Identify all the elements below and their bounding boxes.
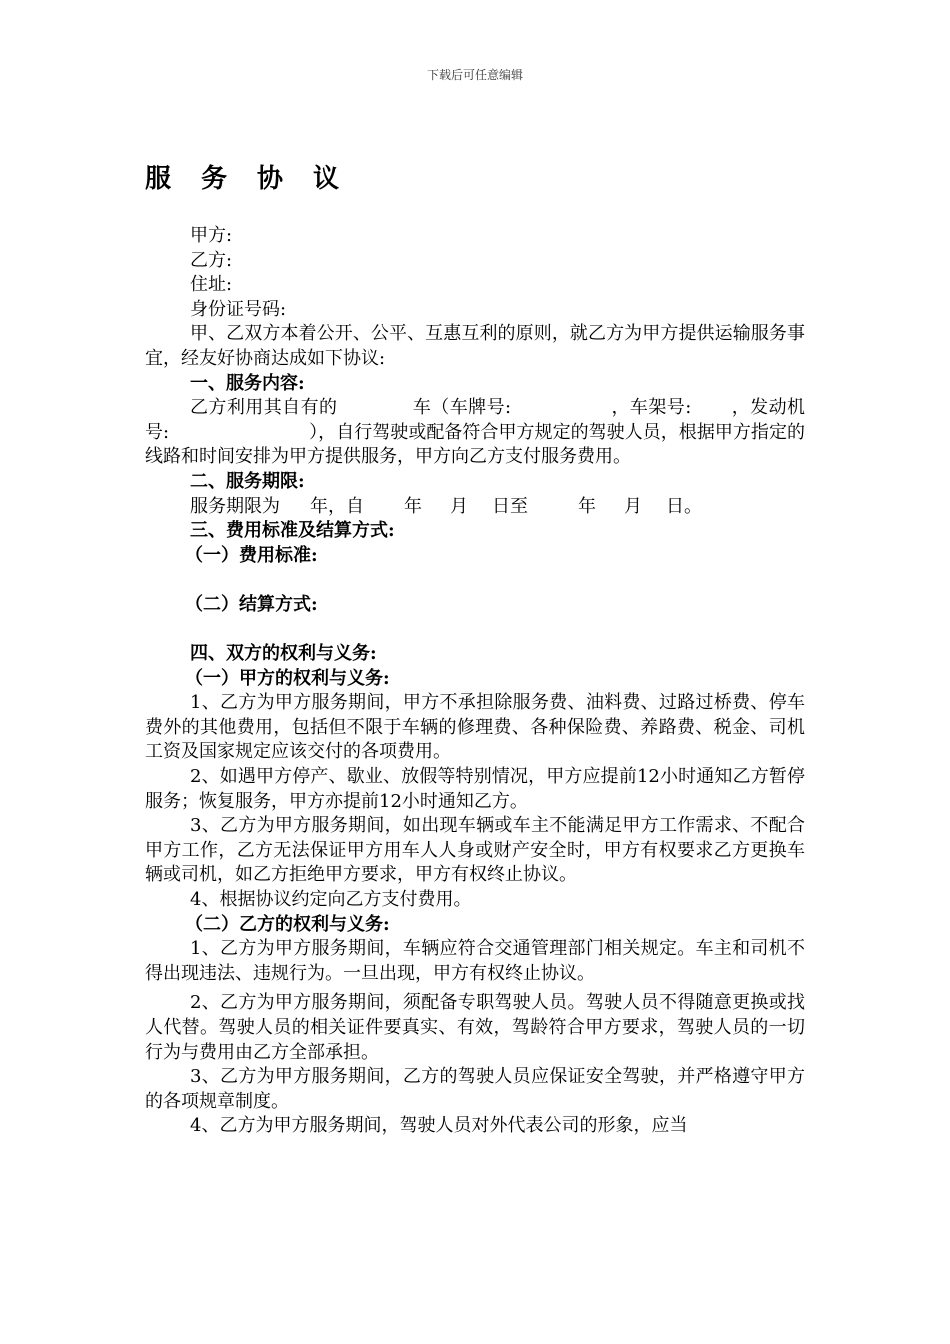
- party-a-clause-1: 1、乙方为甲方服务期间，甲方不承担除服务费、油料费、过路过桥费、停车费外的其他费用，包括但不限于车辆的修理费、各种保险费、养路费、税金、司机工资及国家规定应该交付的各项费用。: [145, 692, 805, 763]
- section-3-heading: 三、费用标准及结算方式:: [190, 520, 395, 542]
- blank-line: [145, 568, 805, 593]
- section-1-paragraph: [145, 396, 805, 470]
- service-text-3: ，车架号:: [611, 397, 692, 419]
- intro-paragraph: 甲、乙双方本着公开、公平、互惠互利的原则，就乙方为甲方提供运输服务事宜，经友好协商达成如下协议:: [145, 323, 805, 369]
- section-4-heading: 四、双方的权利与义务:: [190, 643, 377, 665]
- term-text-2: 年，自: [310, 495, 364, 517]
- party-b-clause-2: 2、乙方为甲方服务期间，须配备专职驾驶人员。驾驶人员不得随意更换或找人代替。驾驶人员的相关证件要真实、有效，驾龄符合甲方要求，驾驶人员的一切行为与费用由乙方全部承担。: [145, 992, 805, 1063]
- service-text-1: 乙方利用其自有的: [190, 397, 338, 419]
- party-a-rights-heading: （一）甲方的权利与义务:: [185, 667, 390, 689]
- service-text-2: 车（车牌号:: [412, 397, 512, 419]
- document-body: [145, 224, 805, 1139]
- party-b-clause-3: 3、乙方为甲方服务期间，乙方的驾驶人员应保证安全驾驶，并严格遵守甲方的各项规章制度。: [145, 1066, 805, 1112]
- term-text-6: 年: [578, 495, 596, 517]
- blank-line: [145, 618, 805, 643]
- term-text-3: 年: [404, 495, 422, 517]
- party-a-clause-2: 2、如遇甲方停产、歇业、放假等特别情况，甲方应提前12小时通知乙方暂停服务；恢复服务，甲方亦提前12小时通知乙方。: [145, 766, 805, 812]
- term-text-4: 月: [450, 495, 468, 517]
- section-1-heading: 一、服务内容:: [190, 372, 305, 394]
- party-b-clause-4: 4、乙方为甲方服务期间，驾驶人员对外代表公司的形象，应当: [190, 1115, 688, 1137]
- header-note: 下载后可任意编辑: [426, 68, 523, 82]
- service-text-5: ），自行驾驶或配备符合甲方规定的驾驶人员，根据甲方指定的线路和时间安排为甲方提供服务，甲方向乙方支付服务费用。: [145, 421, 805, 468]
- party-a-clause-3: 3、乙方为甲方服务期间，如出现车辆或车主不能满足甲方工作需求、不配合甲方工作，乙方无法保证甲方用车人人身或财产安全时，甲方有权要求乙方更换车辆或司机，如乙方拒绝甲方要求，甲方有权终止协议。: [145, 815, 805, 886]
- term-text-1: 服务期限为: [190, 495, 280, 517]
- service-text-4: ，发动机号:: [145, 397, 806, 443]
- term-text-5: 日至: [492, 495, 528, 517]
- section-2-heading: 二、服务期限:: [190, 470, 305, 492]
- document-title: 服务协议: [145, 164, 370, 194]
- party-a-clause-4: 4、根据协议约定向乙方支付费用。: [190, 889, 472, 911]
- address-line: 住址:: [190, 274, 233, 296]
- term-text-7: 月: [624, 495, 642, 517]
- id-number-line: 身份证号码:: [190, 298, 287, 320]
- party-b-line: 乙方:: [190, 249, 233, 271]
- party-b-rights-heading: （二）乙方的权利与义务:: [185, 913, 390, 935]
- fee-standard-heading: （一）费用标准:: [185, 544, 318, 566]
- section-2-paragraph: [145, 495, 805, 520]
- party-b-clause-1: 1、乙方为甲方服务期间，车辆应符合交通管理部门相关规定。车主和司机不得出现违法、违规行为。一旦出现，甲方有权终止协议。: [145, 938, 805, 984]
- term-text-8: 日。: [666, 495, 702, 517]
- settlement-heading: （二）结算方式:: [185, 593, 318, 615]
- party-a-line: 甲方:: [190, 225, 233, 246]
